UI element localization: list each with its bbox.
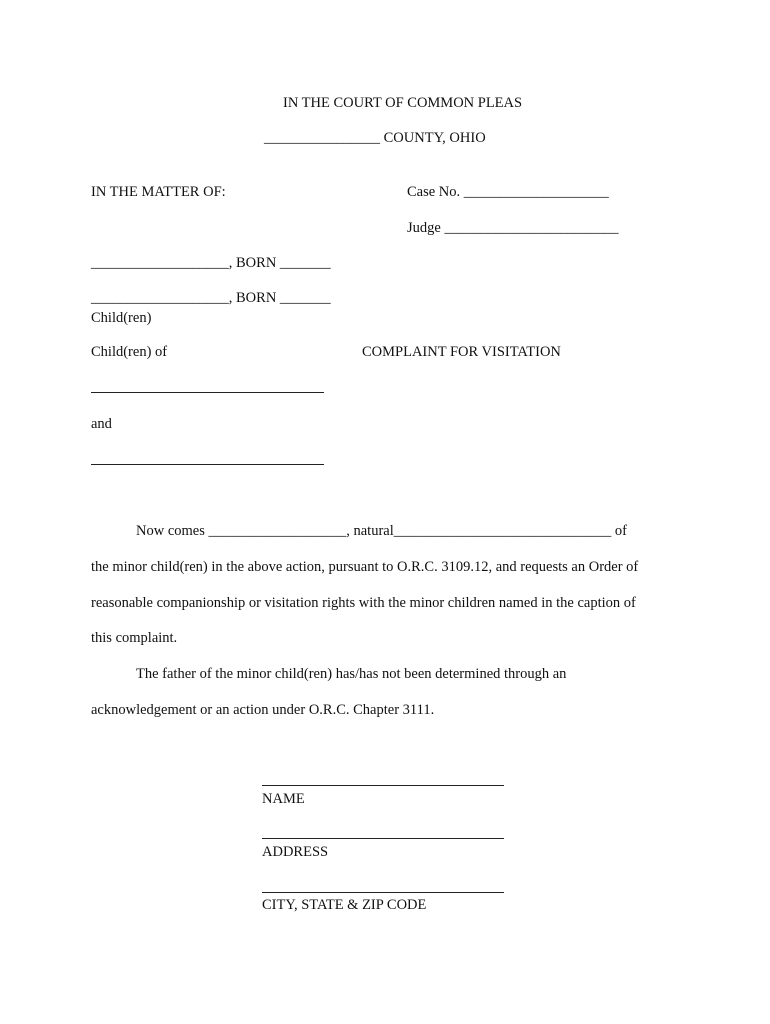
- address-signature-line: [262, 838, 504, 839]
- court-heading: IN THE COURT OF COMMON PLEAS: [283, 95, 523, 111]
- county-blank: ________________: [264, 130, 380, 146]
- body-line-6: acknowledgement or an action under O.R.C. Chapter 3111.: [91, 702, 435, 718]
- county-heading: [264, 131, 486, 146]
- county-ohio: COUNTY, OHIO: [380, 130, 486, 146]
- complaint-title: COMPLAINT FOR VISITATION: [362, 344, 561, 360]
- city-state-zip-label: CITY, STATE & ZIP CODE: [262, 897, 427, 913]
- city-signature-line: [262, 892, 504, 893]
- parent-1-blank-line: [91, 392, 324, 393]
- child-born-line-1: ___________________, BORN _______: [91, 255, 331, 271]
- matter-label: IN THE MATTER OF:: [91, 184, 226, 200]
- judge-field: Judge ________________________: [407, 220, 619, 236]
- body-line-2: the minor child(ren) in the above action, pursuant to O.R.C. 3109.12, and requests an Order of: [91, 559, 639, 575]
- children-label: Child(ren): [91, 310, 152, 326]
- name-signature-line: [262, 785, 504, 786]
- body-line-4: this complaint.: [91, 630, 178, 646]
- body-line-1: Now comes ___________________, natural______________________________ of: [136, 523, 627, 539]
- child-born-line-2: ___________________, BORN _______: [91, 290, 331, 306]
- body-line-5: The father of the minor child(ren) has/has not been determined through an: [136, 666, 567, 682]
- children-of-label: Child(ren) of: [91, 344, 168, 360]
- address-label: ADDRESS: [262, 844, 329, 860]
- and-label: and: [91, 416, 112, 432]
- case-no-field: Case No. ____________________: [407, 184, 609, 200]
- name-label: NAME: [262, 791, 305, 807]
- parent-2-blank-line: [91, 464, 324, 465]
- body-line-3: reasonable companionship or visitation rights with the minor children named in the caption of: [91, 595, 636, 611]
